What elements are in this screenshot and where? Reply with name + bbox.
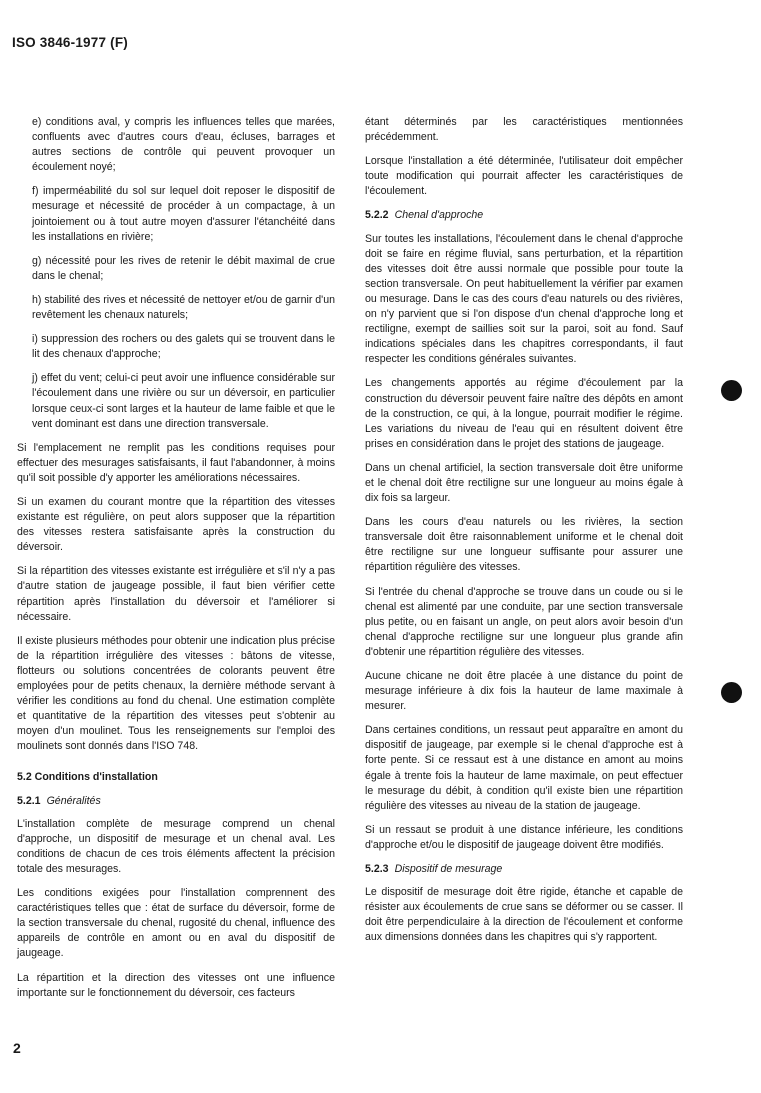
subsection-heading-5-2-3 bbox=[365, 862, 683, 877]
subsection-title: Généralités bbox=[46, 794, 101, 807]
binder-hole-icon bbox=[721, 380, 742, 401]
paragraph: étant déterminés par les caractéristiques mentionnées précédemment. bbox=[365, 116, 683, 144]
document-header: ISO 3846-1977 (F) bbox=[12, 35, 128, 50]
subsection-heading-5-2-2 bbox=[365, 208, 683, 223]
subsection-heading-5-2-1 bbox=[17, 794, 335, 809]
paragraph: Le dispositif de mesurage doit être rigide, étanche et capable de résister aux écoulements de crue sans se déformer ou se casser. Il doit être perpendiculaire à la direction de l'écoulement et conforme aux dimensions données dans les chapitres qui s'y rapportent. bbox=[365, 886, 683, 944]
subsection-title: Chenal d'approche bbox=[394, 209, 484, 222]
paragraph: Il existe plusieurs méthodes pour obtenir une indication plus précise de la répartition irrégulière des vitesses : bâtons de vitesse, flotteurs ou solutions concentrées de colorants peuvent être employées pour de petits chenaux, la dernière méthode servant à vérifier les conditions au fond du chenal. Une estimation complète et quantitative de la répartition des vitesses peut s'obtenir au moyen d'un moulinet. Tous les renseignements sur l'emploi des moulinets sont donnés dans l'ISO 748. bbox=[17, 634, 335, 753]
paragraph: Aucune chicane ne doit être placée à une distance du point de mesurage inférieure à dix fois la hauteur de lame maximale à mesurer. bbox=[365, 670, 683, 713]
list-item: i) suppression des rochers ou des galets qui se trouvent dans le lit des chenaux d'approche; bbox=[32, 333, 335, 361]
paragraph: Si un examen du courant montre que la répartition des vitesses existante est régulière, on peut alors supposer que la répartition des vitesses restera satisfaisante après la construction du déversoir. bbox=[17, 495, 335, 554]
paragraph: Les changements apportés au régime d'écoulement par la construction du déversoir peuvent faire naître des dépôts en amont de la construction, ce qui, à la longue, pourrait modifier le régime. Les variations du niveau de l'eau qui en résultent doivent être prises en considération dans le projet des stations de jaugeage. bbox=[365, 377, 683, 450]
paragraph: Dans les cours d'eau naturels ou les rivières, la section transversale doit être raisonnablement uniforme et le chenal doit être rectiligne sur une longueur suffisante pour assurer une répartition régulière des vitesses. bbox=[365, 516, 683, 574]
subsection-number: 5.2.3 bbox=[365, 863, 389, 876]
paragraph: Si un ressaut se produit à une distance inférieure, les conditions d'approche et/ou le dispositif de jaugeage doivent être modifiés. bbox=[365, 823, 683, 851]
paragraph: La répartition et la direction des vitesses ont une influence importante sur le fonctionnement du déversoir, ces facteurs bbox=[17, 971, 335, 999]
paragraph: Si l'entrée du chenal d'approche se trouve dans un coude ou si le chenal est alimenté par une conduite, par une section transversale plus petite, ou en faisant un angle, on peut alors avoir besoin d'un chenal d'approche rectiligne sur une longueur plus grande afin d'obtenir une répartition régulière des vitesses. bbox=[365, 585, 683, 658]
paragraph: Dans certaines conditions, un ressaut peut apparaître en amont du dispositif de jaugeage, par exemple si le chenal d'approche est à forte pente. Si ce ressaut est à une distance en amont au moins égale à trente fois la hauteur de lame maximale, on peut effectuer le mesurage du débit, à condition qu'il existe bien une répartition régulière des vitesses au niveau de la station de jaugeage. bbox=[365, 724, 683, 812]
paragraph: L'installation complète de mesurage comprend un chenal d'approche, un dispositif de mesurage et un chenal aval. Les conditions de chacun de ces trois éléments affectent la précision totale des mesurages. bbox=[17, 817, 335, 875]
paragraph: Sur toutes les installations, l'écoulement dans le chenal d'approche doit se faire en régime fluvial, sans perturbation, et la répartition des vitesses doit être aussi normale que possible pour toute la section transversale. On peut habituellement la vérifier par examen ou mesurage. Dans le cas des cours d'eau naturels ou des rivières, on n'y parvient que si l'on dispose d'un chenal d'approche long et rectiligne, exempt de saillies soit sur la paroi, soit au fond. Sauf indications spéciales dans les chapitres correspondants, il faut respecter les conditions générales suivantes. bbox=[365, 232, 683, 366]
list-item: e) conditions aval, y compris les influences telles que marées, confluents avec d'autres cours d'eau, écluses, barrages et autres sections de contrôle qui peuvent provoquer un écoulement noyé; bbox=[32, 116, 335, 174]
list-item: j) effet du vent; celui-ci peut avoir une influence considérable sur l'écoulement dans une rivière ou sur un déversoir, en particulier lorsque ceux-ci sont larges et la hauteur de lame faible et que le vent dominant est dans une direction transversale. bbox=[32, 372, 335, 430]
paragraph: Si la répartition des vitesses existante est irrégulière et s'il n'y a pas d'autre station de jaugeage possible, il faut bien vérifier cette répartition après l'installation du déversoir et l'améliorer si nécessaire. bbox=[17, 565, 335, 623]
subsection-number: 5.2.2 bbox=[365, 209, 389, 222]
right-column bbox=[365, 115, 683, 955]
page-number: 2 bbox=[13, 1040, 21, 1056]
paragraph: Si l'emplacement ne remplit pas les conditions requises pour effectuer des mesurages satisfaisants, il faut l'abandonner, à moins qu'il soit possible d'y apporter les améliorations nécessaires. bbox=[17, 441, 335, 484]
list-item: h) stabilité des rives et nécessité de nettoyer et/ou de garnir d'un revêtement les chenaux naturels; bbox=[32, 293, 335, 322]
paragraph: Lorsque l'installation a été déterminée, l'utilisateur doit empêcher toute modification qui pourrait affecter les caractéristiques de l'écoulement. bbox=[365, 155, 683, 198]
left-column bbox=[17, 115, 335, 1010]
subsection-title: Dispositif de mesurage bbox=[394, 863, 503, 876]
binder-hole-icon bbox=[721, 682, 742, 703]
paragraph: Dans un chenal artificiel, la section transversale doit être uniforme et le chenal doit être rectiligne sur une longueur au moins égale à dix fois sa largeur. bbox=[365, 461, 683, 505]
list-item: f) imperméabilité du sol sur lequel doit reposer le dispositif de mesurage et nécessité de procéder à un compactage, à un jointoiement ou à tout autre moyen d'assurer l'étanchéité dans les installations en rivière; bbox=[32, 185, 335, 243]
paragraph: Les conditions exigées pour l'installation comprennent des caractéristiques telles que : état de surface du déversoir, forme de la section transversale du chenal, rugosité du chenal, influence des appareils de contrôle en amont ou en aval du dispositif de jaugeage. bbox=[17, 887, 335, 960]
section-heading-5-2: 5.2 Conditions d'installation bbox=[17, 771, 158, 784]
subsection-number: 5.2.1 bbox=[17, 794, 41, 807]
list-item: g) nécessité pour les rives de retenir le débit maximal de crue dans le chenal; bbox=[32, 254, 335, 282]
